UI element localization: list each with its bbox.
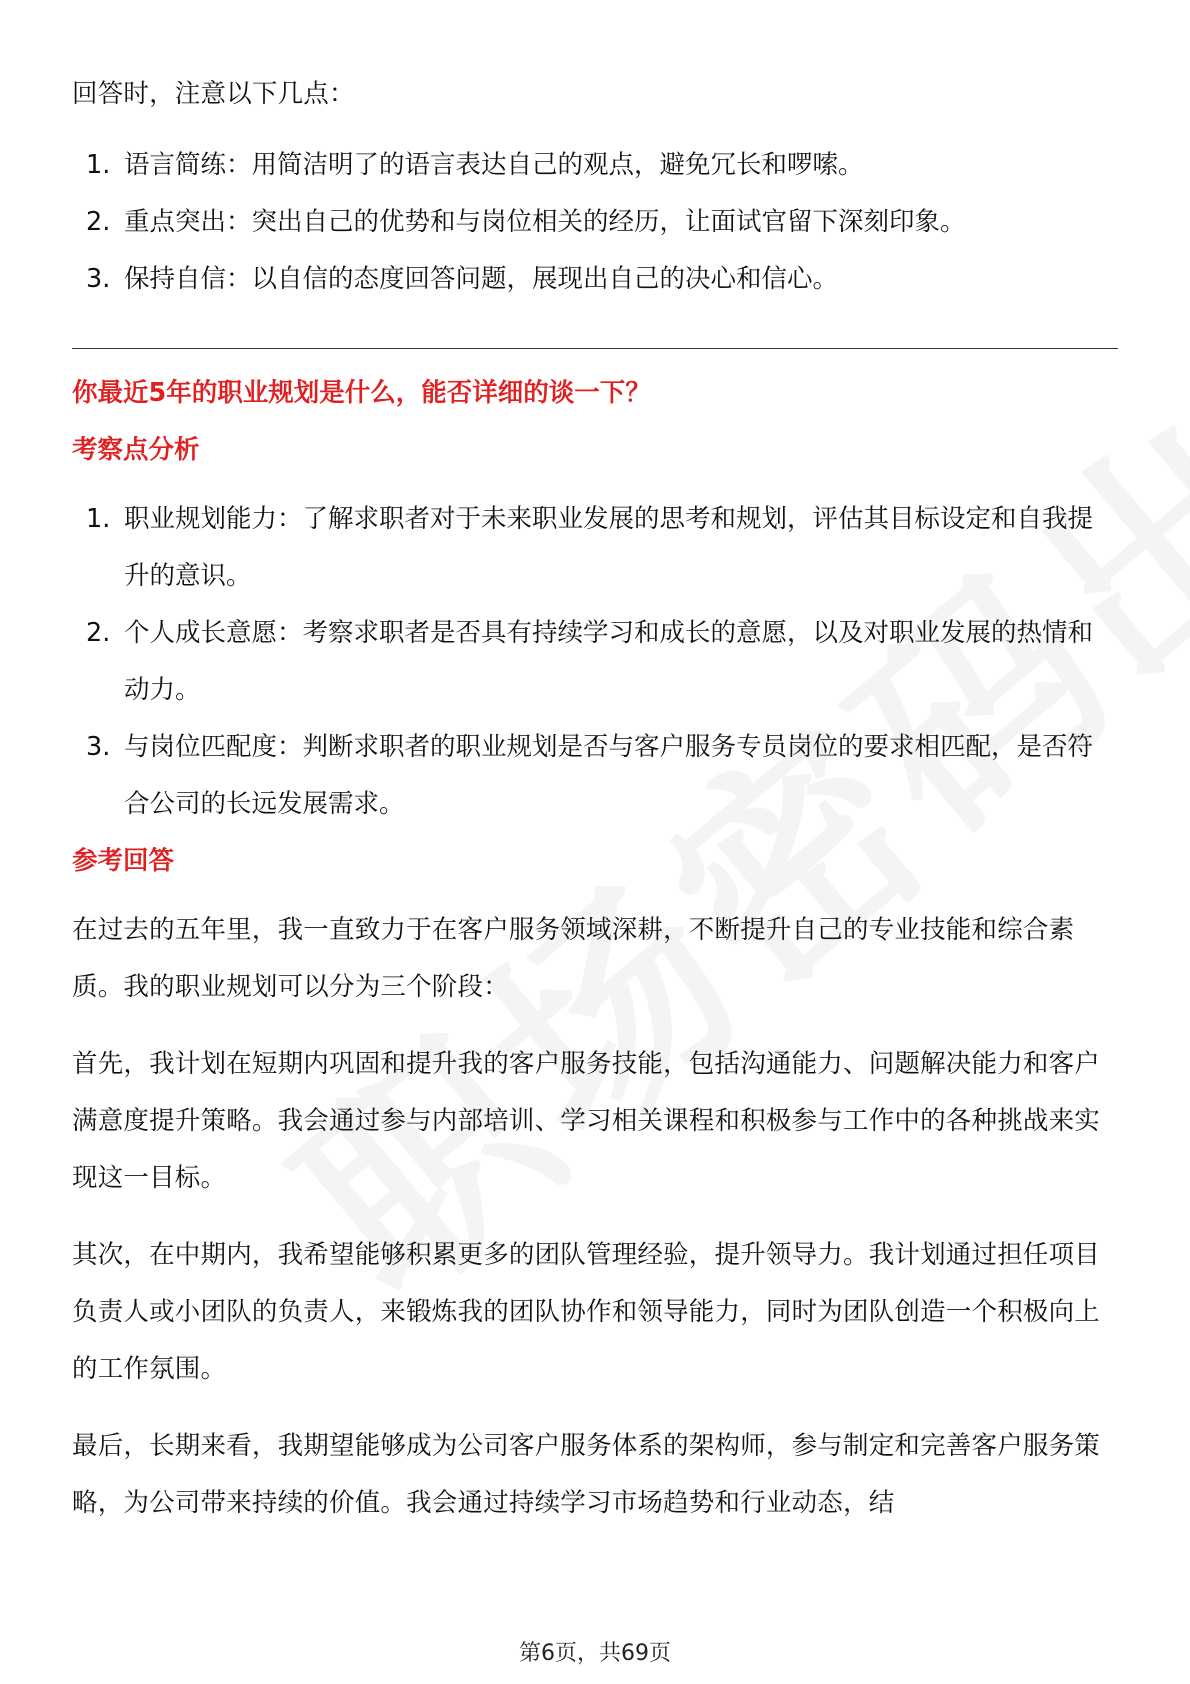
answer-paragraph: 首先，我计划在短期内巩固和提升我的客户服务技能，包括沟通能力、问题解决能力和客户满意度提升策略。我会通过参与内部培训、学习相关课程和积极参与工作中的各种挑战来实现这一目标。: [72, 1049, 1101, 1193]
tips-list: [72, 137, 1118, 308]
list-item: [72, 491, 1118, 605]
list-item-text: 与岗位匹配度：判断求职者的职业规划是否与客户服务专员岗位的要求相匹配，是否符合公司的长远发展需求。: [124, 732, 1094, 819]
list-number: 2.: [86, 618, 111, 648]
question-title: 你最近5年的职业规划是什么，能否详细的谈一下？: [72, 378, 651, 408]
list-number: 1.: [86, 150, 111, 180]
section-divider: [72, 348, 1118, 349]
list-number: 3.: [86, 732, 111, 762]
list-number: 2.: [86, 207, 111, 237]
list-item: [72, 194, 1118, 251]
answer-paragraph: 在过去的五年里，我一直致力于在客户服务领域深耕，不断提升自己的专业技能和综合素质。我的职业规划可以分为三个阶段：: [72, 915, 1075, 1002]
list-item: [72, 605, 1118, 719]
page-content: [72, 66, 1118, 1552]
list-item: [72, 251, 1118, 308]
list-item-text: 重点突出：突出自己的优势和与岗位相关的经历，让面试官留下深刻印象。: [124, 207, 966, 237]
intro-text: 回答时，注意以下几点：: [72, 79, 355, 109]
list-item-text: 职业规划能力：了解求职者对于未来职业发展的思考和规划，评估其目标设定和自我提升的意识。: [124, 504, 1094, 591]
answer-paragraph: 最后，长期来看，我期望能够成为公司客户服务体系的架构师，参与制定和完善客户服务策略，为公司带来持续的价值。我会通过持续学习市场趋势和行业动态，结: [72, 1431, 1101, 1518]
list-item: [72, 719, 1118, 833]
analysis-heading: 考察点分析: [72, 435, 200, 465]
list-item-text: 语言简练：用简洁明了的语言表达自己的观点，避免冗长和啰嗦。: [124, 150, 864, 180]
list-item-text: 保持自信：以自信的态度回答问题，展现出自己的决心和信心。: [124, 264, 839, 294]
analysis-list: [72, 491, 1118, 833]
answer-heading: 参考回答: [72, 846, 175, 876]
answer-paragraph: 其次，在中期内，我希望能够积累更多的团队管理经验，提升领导力。我计划通过担任项目负责人或小团队的负责人，来锻炼我的团队协作和领导能力，同时为团队创造一个积极向上的工作氛围。: [72, 1240, 1101, 1384]
list-item-text: 个人成长意愿：考察求职者是否具有持续学习和成长的意愿，以及对职业发展的热情和动力。: [124, 618, 1094, 705]
page-footer: 第6页，共69页: [519, 1641, 671, 1666]
list-number: 1.: [86, 504, 111, 534]
list-number: 3.: [86, 264, 111, 294]
list-item: [72, 137, 1118, 194]
